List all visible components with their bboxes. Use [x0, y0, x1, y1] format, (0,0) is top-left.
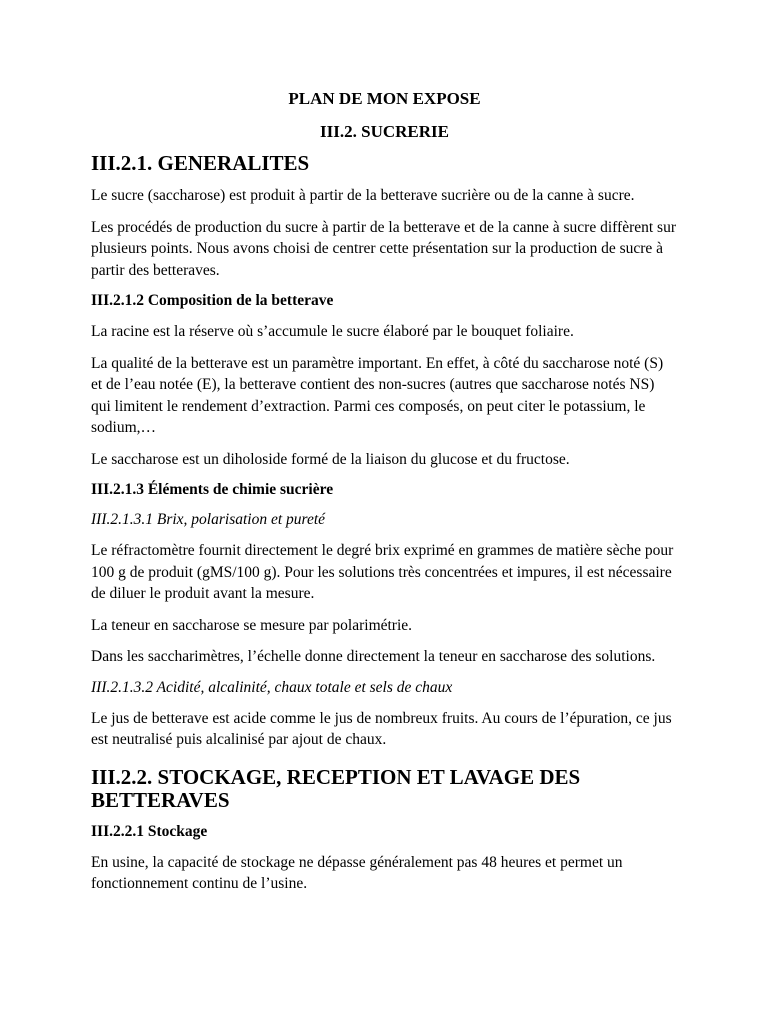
paragraph: Le saccharose est un diholoside formé de la liaison du glucose et du fructose.	[91, 450, 570, 468]
subsection-heading-composition: III.2.1.2 Composition de la betterave	[91, 292, 334, 309]
paragraph: Le jus de betterave est acide comme le jus de nombreux fruits. Au cours de l’épuration, ce jus est neutralisé puis alcalinisé par ajout de chaux.	[91, 709, 672, 748]
subsubsection-heading-acidite: III.2.1.3.2 Acidité, alcalinité, chaux totale et sels de chaux	[91, 678, 453, 696]
subsubsection-heading-brix: III.2.1.3.1 Brix, polarisation et pureté	[91, 511, 326, 528]
paragraph: Dans les saccharimètres, l’échelle donne directement la teneur en saccharose des solutions.	[91, 648, 656, 665]
section-heading-generalites: III.2.1. GENERALITES	[91, 151, 310, 175]
paragraph: La qualité de la betterave est un paramètre important. En effet, à côté du saccharose noté (S) et de l’eau notée (E), la betterave contient des non-sucres (autres que saccharose notés NS) qui limitent le rendement d’extraction. Parmi ces composés, on peut citer le potassium, le sodium,…	[91, 354, 664, 436]
subsection-heading-stockage: III.2.2.1 Stockage	[91, 822, 208, 840]
document-title: PLAN DE MON EXPOSE	[288, 89, 481, 108]
subsection-heading-chimie: III.2.1.3 Éléments de chimie sucrière	[91, 481, 334, 498]
document-subtitle: III.2. SUCRERIE	[320, 122, 449, 141]
paragraph: En usine, la capacité de stockage ne dépasse généralement pas 48 heures et permet un fonctionnement continu de l’usine.	[91, 853, 623, 892]
paragraph: Le réfractomètre fournit directement le degré brix exprimé en grammes de matière sèche pour 100 g de produit (gMS/100 g). Pour les solutions très concentrées et impures, il est nécessaire de diluer le produit avant la mesure.	[91, 542, 674, 602]
paragraph: La teneur en saccharose se mesure par polarimétrie.	[91, 616, 413, 634]
section-heading-stockage: III.2.2. STOCKAGE, RECEPTION ET LAVAGE DES BETTERAVES	[91, 764, 581, 812]
paragraph: Les procédés de production du sucre à partir de la betterave et de la canne à sucre diffèrent sur plusieurs points. Nous avons choisi de centrer cette présentation sur la production de sucre à partir des betteraves.	[91, 218, 676, 279]
paragraph: Le sucre (saccharose) est produit à partir de la betterave sucrière ou de la canne à sucre.	[91, 187, 635, 204]
paragraph: La racine est la réserve où s’accumule le sucre élaboré par le bouquet foliaire.	[91, 323, 574, 340]
